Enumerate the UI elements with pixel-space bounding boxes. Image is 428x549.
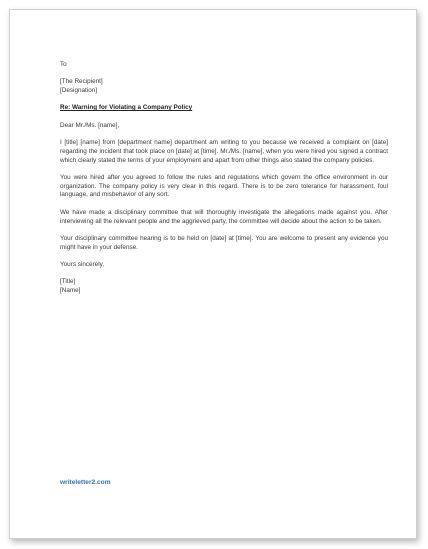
to-label: To [60, 61, 67, 68]
subject-line: Re: Warning for Violating a Company Policy [60, 104, 193, 112]
paragraph-1: I [title] [name] from [department name] department am writing to you because we received a complaint on [date] regarding the incident that took place on [date] at [time]. Mr./Ms. [name], when you were hired you signed a contract which clearly stated the terms of your employment and apart from other things also stated the company policies. [60, 139, 388, 164]
closing: Yours sincerely, [60, 261, 105, 269]
recipient-placeholder: [The Recipient] [60, 78, 103, 86]
paragraph-2: You were hired after you agreed to follow the rules and regulations which govern the office environment in our organization. The company policy is very clear in this regard. There is to be zero tolerance for harassment, foul language, and misbehavior of any sort. [60, 174, 388, 199]
salutation: Dear Mr./Ms. [name], [60, 121, 120, 129]
site-link[interactable]: writeletter2.com [60, 479, 111, 486]
paragraph-3: We have made a disciplinary committee that will thoroughly investigate the allegations made against you. After interviewing all the relevant people and the aggrieved party, the committee will decide about the action to be taken. [60, 208, 388, 225]
designation-placeholder: [Designation] [60, 87, 98, 95]
letter-page [9, 9, 417, 539]
letter-body [60, 61, 388, 296]
paragraph-4: Your disciplinary committee hearing is to be held on [date] at [time]. You are welcome to present any evidence you might have in your defense. [60, 234, 388, 251]
signature-title: [Title] [60, 278, 76, 286]
signature-name: [Name] [60, 287, 81, 295]
